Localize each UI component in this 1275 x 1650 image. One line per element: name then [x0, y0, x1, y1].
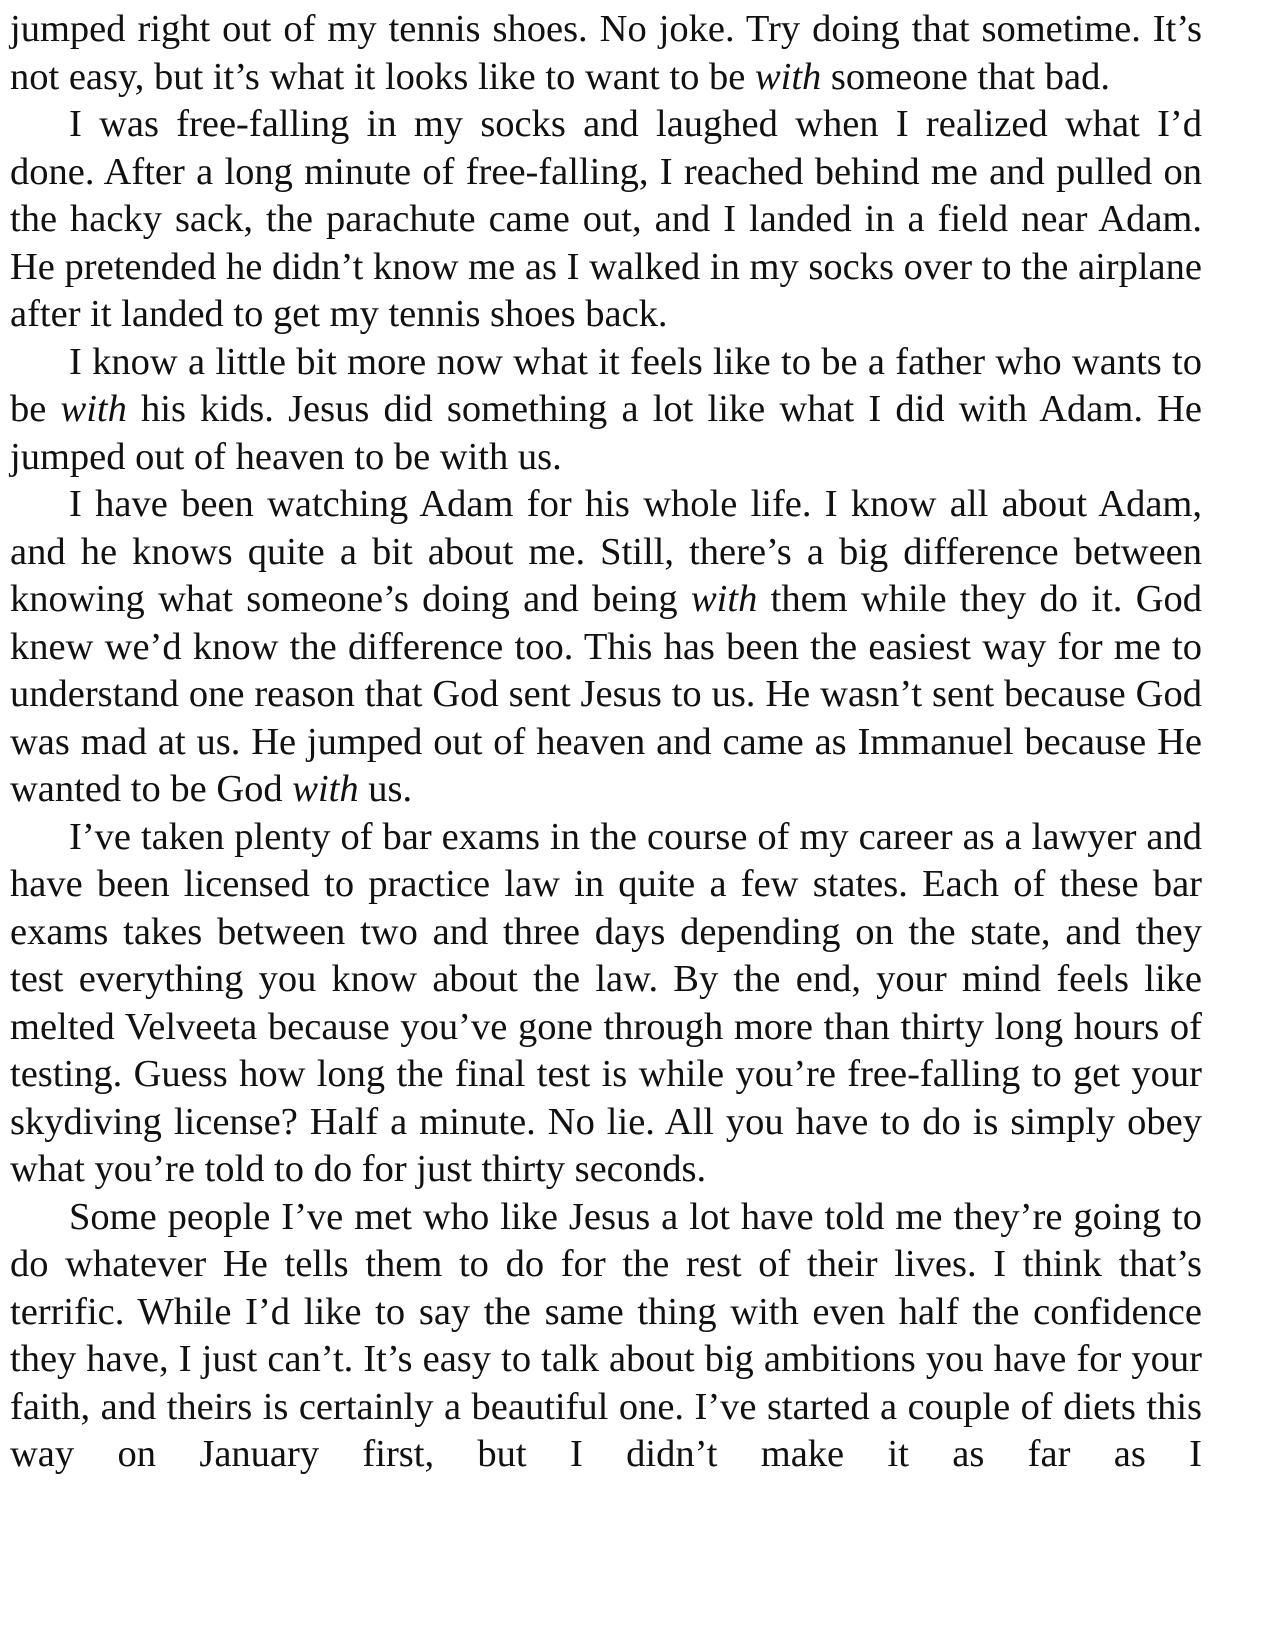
- paragraph-6: [10, 1194, 1202, 1479]
- book-page-text: [10, 6, 1202, 1479]
- paragraph-1-text-end: someone that bad.: [821, 55, 1110, 98]
- paragraph-2-text: I was free-falling in my socks and laughed when I realized what I’d done. After a long minute of free-falling, I reached behind me and pulled on the hacky sack, the parachute came out, and I landed in a field near Adam. He pretended he didn’t know me as I walked in my socks over to the airplane after it landed to get my tennis shoes back.: [10, 103, 1202, 335]
- paragraph-1: [10, 6, 1202, 101]
- paragraph-3-italic-with: with: [60, 388, 127, 430]
- paragraph-4-italic-with-2: with: [292, 768, 359, 810]
- paragraph-5-text: I’ve taken plenty of bar exams in the course of my career as a lawyer and have been licensed to practice law in quite a few states. Each of these bar exams takes between two and three days depending on the state, and they test everything you know about the law. By the end, your mind feels like melted Velveeta because you’ve gone through more than thirty long hours of testing. Guess how long the final test is while you’re free-falling to get your skydiving license? Half a minute. No lie. All you have to do is simply obey what you’re told to do for just thirty seconds.: [10, 815, 1202, 1190]
- paragraph-4-text: I have been watching Adam for his whole life. I know all about Adam, and he knows quite a bit about me. Still, there’s a big difference between knowing what someone’s doing and being: [10, 483, 1202, 620]
- paragraph-3-text: I know a little bit more now what it feels like to be a father who wants to be: [10, 340, 1202, 430]
- paragraph-3: [10, 339, 1202, 482]
- paragraph-4-text-end: us.: [358, 768, 413, 810]
- paragraph-1-italic-with: with: [754, 55, 822, 98]
- paragraph-4-italic-with-1: with: [691, 578, 758, 620]
- paragraph-5: [10, 814, 1202, 1194]
- paragraph-4: [10, 481, 1202, 814]
- paragraph-3-text-end: his kids. Jesus did something a lot like what I did with Adam. He jumped out of heaven to be with us.: [10, 388, 1203, 478]
- paragraph-1-text: jumped right out of my tennis shoes. No joke. Try doing that sometime. It’s not easy, but it’s what it looks like to want to be: [10, 8, 1202, 98]
- paragraph-4-text-middle: them while they do it. God knew we’d know the difference too. This has been the easiest way for me to understand one reason that God sent Jesus to us. He wasn’t sent because God was mad at us. He jumped out of heaven and came as Immanuel because He wanted to be God: [10, 578, 1202, 810]
- paragraph-2: [10, 101, 1202, 339]
- paragraph-6-text: Some people I’ve met who like Jesus a lot have told me they’re going to do whatever He tells them to do for the rest of their lives. I think that’s terrific. While I’d like to say the same thing with even half the confidence they have, I just can’t. It’s easy to talk about big ambitions you have for your faith, and theirs is certainly a beautiful one. I’ve started a couple of diets this way on January first, but I didn’t make it as far as I: [10, 1195, 1202, 1475]
